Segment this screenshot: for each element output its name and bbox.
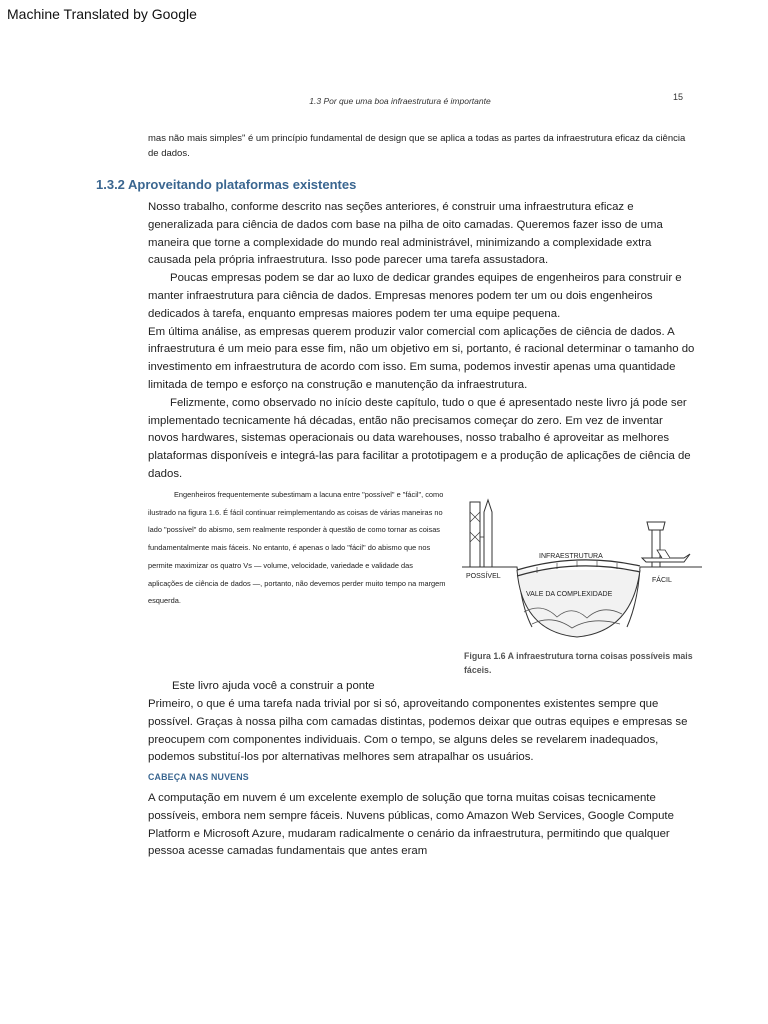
figure-label-valley: VALE DA COMPLEXIDADE [526,591,613,598]
page-number: 15 [673,92,684,102]
rocket-tower-icon [470,500,492,567]
continuation-text: mas não mais simples" é um princípio fundamental de design que se aplica a todas as partes da infraestrutura eficaz da ciência de dados. [148,133,686,159]
paragraph: Poucas empresas podem se dar ao luxo de dedicar grandes equipes de engenheiros para construir e manter infraestrutura para ciência de dados. Empresas menores podem ter um ou dois engenheiros dedicados à tarefa, enquanto empresas maiores podem ter uma equipe pequena. [148,272,682,320]
figure-label-possible: POSSÍVEL [466,573,501,580]
valley [517,570,640,637]
paragraph-3: A computação em nuvem é um excelente exemplo de solução que torna muitas coisas tecnicamente possíveis, embora nem sempre fáceis. Nuvens públicas, como Amazon Web Services, Google Compute Platform e Microsoft Azure, mudaram radicalmente o cenário da infraestrutura, permitindo que qualquer pessoa acesse camadas fundamentais que antes eram [148,792,674,858]
airplane-icon [642,550,690,562]
paragraph: Em última análise, as empresas querem produzir valor comercial com aplicações de ciência de dados. A infraestrutura é um meio para esse fim, não um objetivo em si, portanto, é racional determinar o tamanho do investimento em infraestrutura de acordo com isso. Em suma, podemos investir apenas uma quantidade limitada de tempo e esforço na construção e manutenção da infraestrutura. [148,325,695,391]
machine-translation-banner: Machine Translated by Google [7,6,197,22]
running-header: 1.3 Por que uma boa infraestrutura é importante [309,96,491,106]
figure-caption: Figura 1.6 A infraestrutura torna coisas possíveis mais fáceis. [464,651,693,675]
figure-bridge-illustration [462,492,702,642]
section-heading: 1.3.2 Aproveitando plataformas existentes [96,177,357,192]
paragraph-2-intro: Este livro ajuda você a construir a ponte [172,680,375,692]
figure-label-infrastructure: INFRAESTRUTURA [539,553,603,560]
paragraph: Nosso trabalho, conforme descrito nas seções anteriores, é construir uma infraestrutura eficaz e generalizada para ciência de dados com base na pilha de oito camadas. Queremos fazer isso de uma maneira que torne a complexidade do mundo real administrável, minimizando a complexidade extra causada pela própria infraestrutura. Isso pode parecer uma tarefa assustadora. [148,201,663,267]
sidebar-paragraph: Engenheiros frequentemente subestimam a lacuna entre "possível" e "fácil", como ilustrado na figura 1.6. É fácil continuar reimplementando as coisas de várias maneiras no lado "possível" do abismo, sem realmente responder à questão de como tornar as coisas fundamentalmente mais fáceis. No entanto, é apenas o lado "fácil" do abismo que nos permite maximizar os quatro Vs — volume, velocidade, variedade e validade das aplicações de ciência de dados —, portanto, não devemos perder muito tempo na margem esquerda. [148,490,446,606]
sidebar-note [148,486,448,610]
figure-label-easy: FÁCIL [652,577,672,584]
paragraph: Felizmente, como observado no início deste capítulo, tudo o que é apresentado neste livro já pode ser implementado tecnicamente há décadas, então não precisamos começar do zero. Em vez de inventar novos hardwares, sistemas operacionais ou data warehouses, nosso trabalho é aproveitar as melhores plataformas disponíveis e integrá-las para facilitar a prototipagem e a produção de aplicações de ciência de dados. [148,396,691,480]
subsection-heading: CABEÇA NAS NUVENS [148,772,249,782]
paragraph-2: Primeiro, o que é uma tarefa nada trivial por si só, aproveitando componentes existentes sempre que possível. Graças à nossa pilha com camadas distintas, podemos deixar que outras equipes e empresas se preocupem com componentes individuais. Com o tempo, se alguns deles se revelarem inadequados, podemos substituí-los por alternativas melhores sem atrapalhar os usuários. [148,698,688,764]
body-paragraphs-1 [148,199,696,484]
